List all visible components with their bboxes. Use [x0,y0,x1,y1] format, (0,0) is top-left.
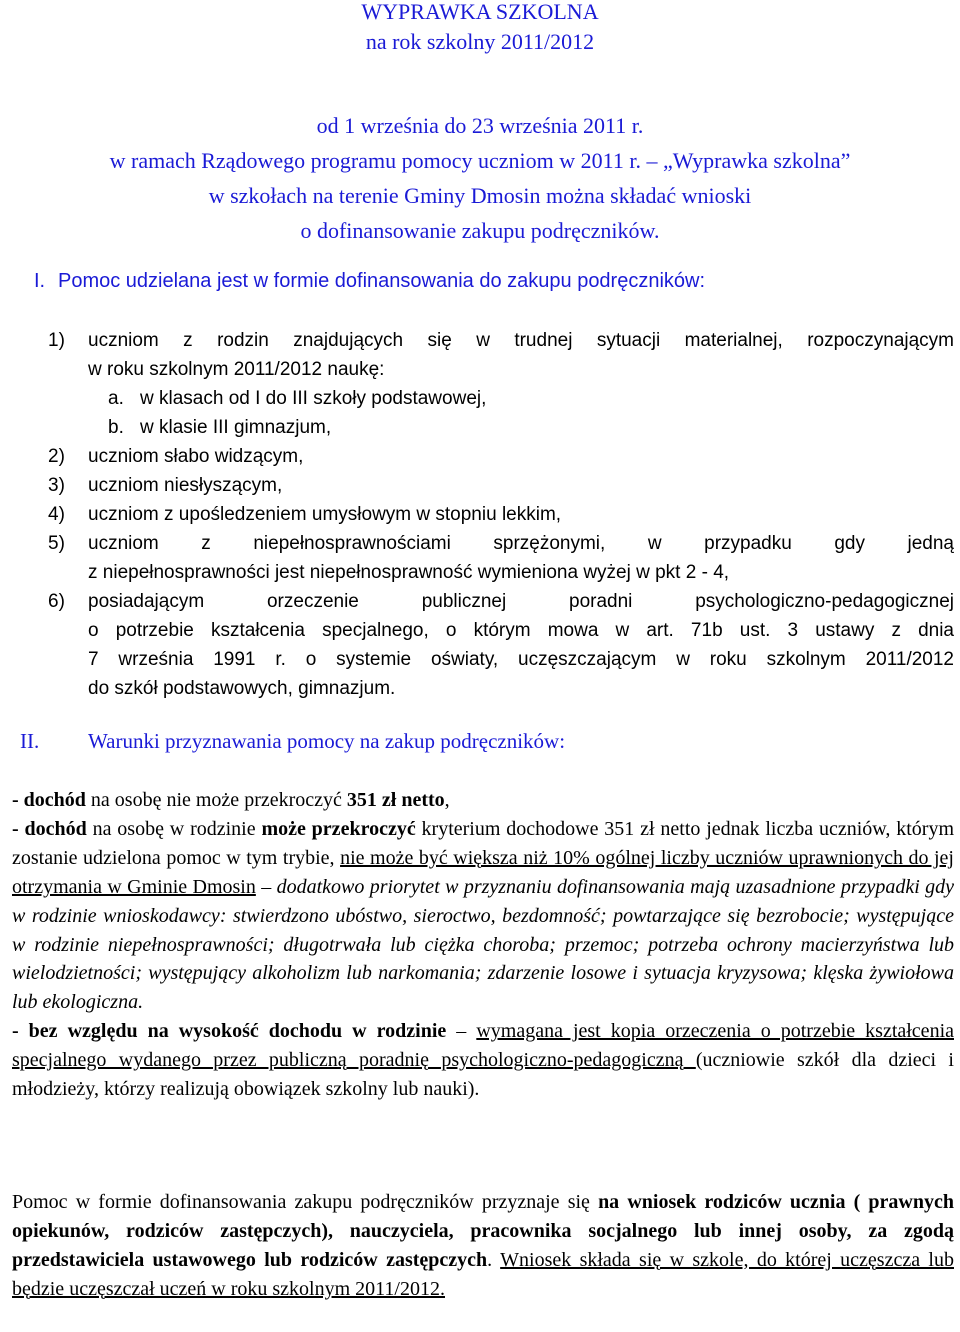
list-item: 6) posiadającym orzeczenie publicznej poradni psychologiczno-pedagogicznej o potrzebie kształcenia specjalnego, o którym mowa w art. 71b ust. 3 ustawy z dnia 7 września 1991 r. o systemie oświaty, uczęszczającym w roku szkolnym 2011/2012 do szkół podstawowych, gimnazjum. [48,591,954,699]
disability-paragraph: - bez względu na wysokość dochodu w rodzinie – wymagana jest kopia orzeczenia o potrzebie kształcenia specjalnego wydanego przez publiczną poradnię psychologiczno-pedagogiczną (uczniowie szkół dla dzieci i młodzieży, którzy realizują obowiązek szkolny lub nauki). [12,1020,954,1101]
section-1-number: I. [34,270,46,292]
intro-line-3: w szkołach na terenie Gminy Dmosin można składać wnioski [208,183,752,208]
intro-block [0,108,960,248]
intro-line-1: od 1 września do 23 września 2011 r. [316,113,644,138]
document-title-block [0,0,960,57]
list-item: 2) uczniom słabo widzącym, [48,446,304,467]
sub-list-item: a. w klasach od I do III szkoły podstawowej, [108,388,487,409]
intro-line-4: o dofinansowanie zakupu podręczników. [300,218,660,243]
application-info [12,1188,954,1304]
section-2-heading-text: Warunki przyznawania pomocy na zakup podręczników: [88,729,566,753]
list-item: 3) uczniom niesłyszącym, [48,475,283,496]
income-limit-paragraph: - dochód na osobę nie może przekroczyć 351 zł netto, [12,789,450,811]
document-title: WYPRAWKA SZKOLNA [361,0,599,24]
document-subtitle: na rok szkolny 2011/2012 [365,29,595,54]
list-item: 5) uczniom z niepełnosprawnościami sprzężonymi, w przypadku gdy jedną z niepełnosprawności jest niepełnosprawność wymieniona wyżej w pkt 2 - 4, [48,533,954,583]
conditions-body [12,786,954,1104]
list-item: 1) uczniom z rodzin znajdujących się w trudnej sytuacji materialnej, rozpoczynającym w roku szkolnym 2011/2012 naukę: [48,330,954,380]
section-1-heading-text: Pomoc udzielana jest w formie dofinansowania do zakupu podręczników: [58,270,706,292]
section-2-number: II. [20,729,40,753]
section-2-heading [20,729,954,754]
application-paragraph: Pomoc w formie dofinansowania zakupu podręczników przyznaje się na wniosek rodziców ucznia ( prawnych opiekunów, rodziców zastępczych), nauczyciela, pracownika socjalnego lub innej osoby, za zgodą przedstawiciela ustawowego lub rodziców zastępczych. Wniosek składa się w szkole, do której uczęszcza lub będzie uczęszczał uczeń w roku szkolnym 2011/2012. [12,1191,954,1300]
eligibility-list [48,326,954,703]
sub-list-item: b. w klasie III gimnazjum, [108,417,332,438]
list-item: 4) uczniom z upośledzeniem umysłowym w stopniu lekkim, [48,504,562,525]
section-1-heading [34,270,954,293]
income-exception-paragraph: - dochód na osobę w rodzinie może przekroczyć kryterium dochodowe 351 zł netto jednak liczba uczniów, którym zostanie udzielona pomoc w tym trybie, nie może być większa niż 10% ogólnej liczby uczniów uprawnionych do jej otrzymania w Gminie Dmosin – dodatkowo priorytet w przyznaniu dofinansowania mają uzasadnione przypadki gdy w rodzinie wnioskodawcy: stwierdzono ubóstwo, sieroctwo, bezdomność; powtarzające się bezrobocie; występujące w rodzinie niepełnosprawności; długotrwała lub ciężka choroba; przemoc; potrzeba ochrony macierzyństwa lub wielodzietności; występujący alkoholizm lub narkomania; zdarzenie losowe i sytuacja kryzysowa; klęska żywiołowa lub ekologiczna. [12,817,955,1014]
intro-line-2: w ramach Rządowego programu pomocy uczniom w 2011 r. – „Wyprawka szkolna” [109,148,851,173]
